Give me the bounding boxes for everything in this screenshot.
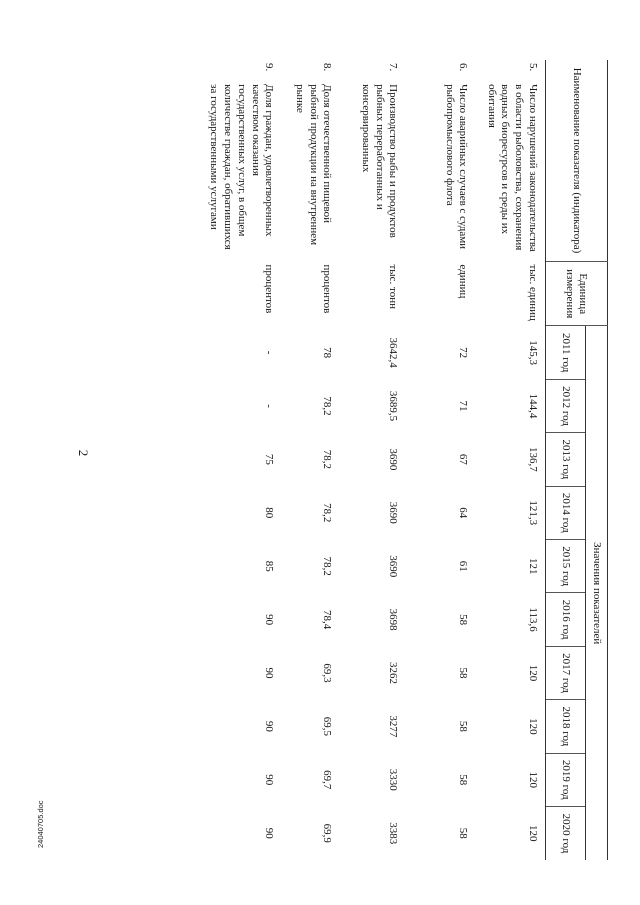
row-value: 3690 [387, 448, 400, 471]
header-year: 2017 год [546, 646, 586, 699]
row-number: 8. [321, 63, 334, 72]
row-value: - [263, 350, 276, 355]
row-value: 145,3 [527, 340, 539, 365]
row-value: 3262 [387, 661, 400, 684]
header-year: 2012 год [546, 379, 586, 432]
header-year: 2018 год [546, 700, 586, 753]
row-name: Производство рыбы и продуктов рыбных переработанных и консервированных [360, 84, 400, 238]
row-value: 3689,5 [387, 390, 400, 422]
row-value: 3642,4 [387, 337, 400, 368]
row-value: 58 [457, 774, 470, 786]
row-name: Доля отечественной пищевой рыбной продукции на внутреннем рынке [294, 84, 334, 246]
row-value: 3690 [387, 555, 400, 578]
row-value: 71 [457, 400, 470, 412]
row-number: 9. [263, 63, 276, 72]
table-row [340, 60, 406, 860]
header-year: 2020 год [546, 806, 586, 860]
header-year: 2014 год [546, 486, 586, 539]
row-value: 120 [527, 718, 539, 735]
row-value: 80 [263, 507, 276, 519]
header-unit: Единица измерения [546, 261, 608, 325]
row-value: 90 [263, 667, 276, 679]
row-unit: единиц [457, 264, 470, 299]
row-value: 120 [527, 664, 539, 682]
header-year: 2015 год [546, 540, 586, 593]
row-value: 3383 [387, 822, 400, 845]
row-value: 120 [527, 771, 539, 788]
row-value: 136,7 [527, 447, 539, 472]
indicators-table [174, 60, 609, 860]
row-value: 90 [263, 614, 276, 626]
row-value: 78,4 [321, 609, 334, 630]
row-value: 78,2 [321, 556, 334, 576]
row-value: 90 [263, 720, 276, 732]
row-value: 78 [321, 347, 334, 359]
row-value: 78,2 [321, 449, 334, 470]
row-value: 72 [457, 347, 470, 359]
header-values-group: Значения показателей [586, 326, 608, 860]
row-value: 67 [457, 453, 470, 465]
page-number: 2 [76, 449, 91, 457]
table-row [476, 60, 546, 860]
header-year: 2016 год [546, 593, 586, 646]
header-year: 2019 год [546, 753, 586, 806]
row-value: 121 [527, 557, 539, 575]
row-value: - [263, 404, 276, 408]
row-value: 75 [263, 453, 276, 465]
row-value: 58 [457, 667, 470, 679]
footer-filename: 24040705.doc [36, 800, 45, 848]
table-row [174, 60, 282, 860]
header-name: Наименование показателя (индикатора) [546, 60, 608, 261]
header-year: 2013 год [546, 433, 586, 486]
row-unit: тыс. единиц [527, 264, 539, 321]
row-value: 144,4 [527, 393, 539, 419]
row-value: 121,3 [527, 500, 539, 526]
row-value: 3330 [387, 768, 400, 791]
row-name: Доля граждан, удовлетворенных качеством оказания государственных услуг, в общем количестве граждан, обратившихся за государственными услугами [208, 84, 276, 250]
row-value: 90 [263, 774, 276, 786]
row-value: 90 [263, 827, 276, 839]
table-row [406, 60, 476, 860]
row-unit: процентов [321, 264, 334, 314]
row-value: 3690 [387, 501, 400, 524]
table-row [282, 60, 340, 860]
row-number: 5. [527, 63, 539, 72]
row-value: 113,6 [527, 607, 539, 632]
row-value: 69,3 [321, 663, 334, 683]
row-value: 69,9 [321, 823, 334, 843]
row-value: 85 [263, 560, 276, 572]
row-unit: процентов [263, 264, 276, 314]
row-value: 58 [457, 614, 470, 626]
header-year: 2011 год [546, 326, 586, 379]
row-unit: тыс. тонн [387, 264, 400, 309]
row-value: 58 [457, 827, 470, 839]
row-value: 58 [457, 720, 470, 732]
row-name: Число аварийных случаев с судами рыбопромыслового флота [443, 84, 470, 250]
row-number: 6. [457, 63, 470, 72]
row-value: 61 [457, 560, 470, 572]
row-value: 64 [457, 507, 470, 519]
row-value: 69,5 [321, 716, 334, 736]
row-name: Число нарушений законодательства в области рыболовства, сохранения водных биоресурсов и среды их обитания [485, 84, 539, 252]
row-number: 7. [387, 63, 400, 72]
row-value: 78,2 [321, 503, 334, 523]
rotated-table-block [78, 60, 608, 860]
row-value: 78,2 [321, 396, 334, 416]
row-value: 3698 [387, 608, 400, 631]
row-value: 120 [527, 824, 539, 842]
row-value: 69,7 [321, 770, 334, 790]
row-value: 3277 [387, 715, 400, 738]
